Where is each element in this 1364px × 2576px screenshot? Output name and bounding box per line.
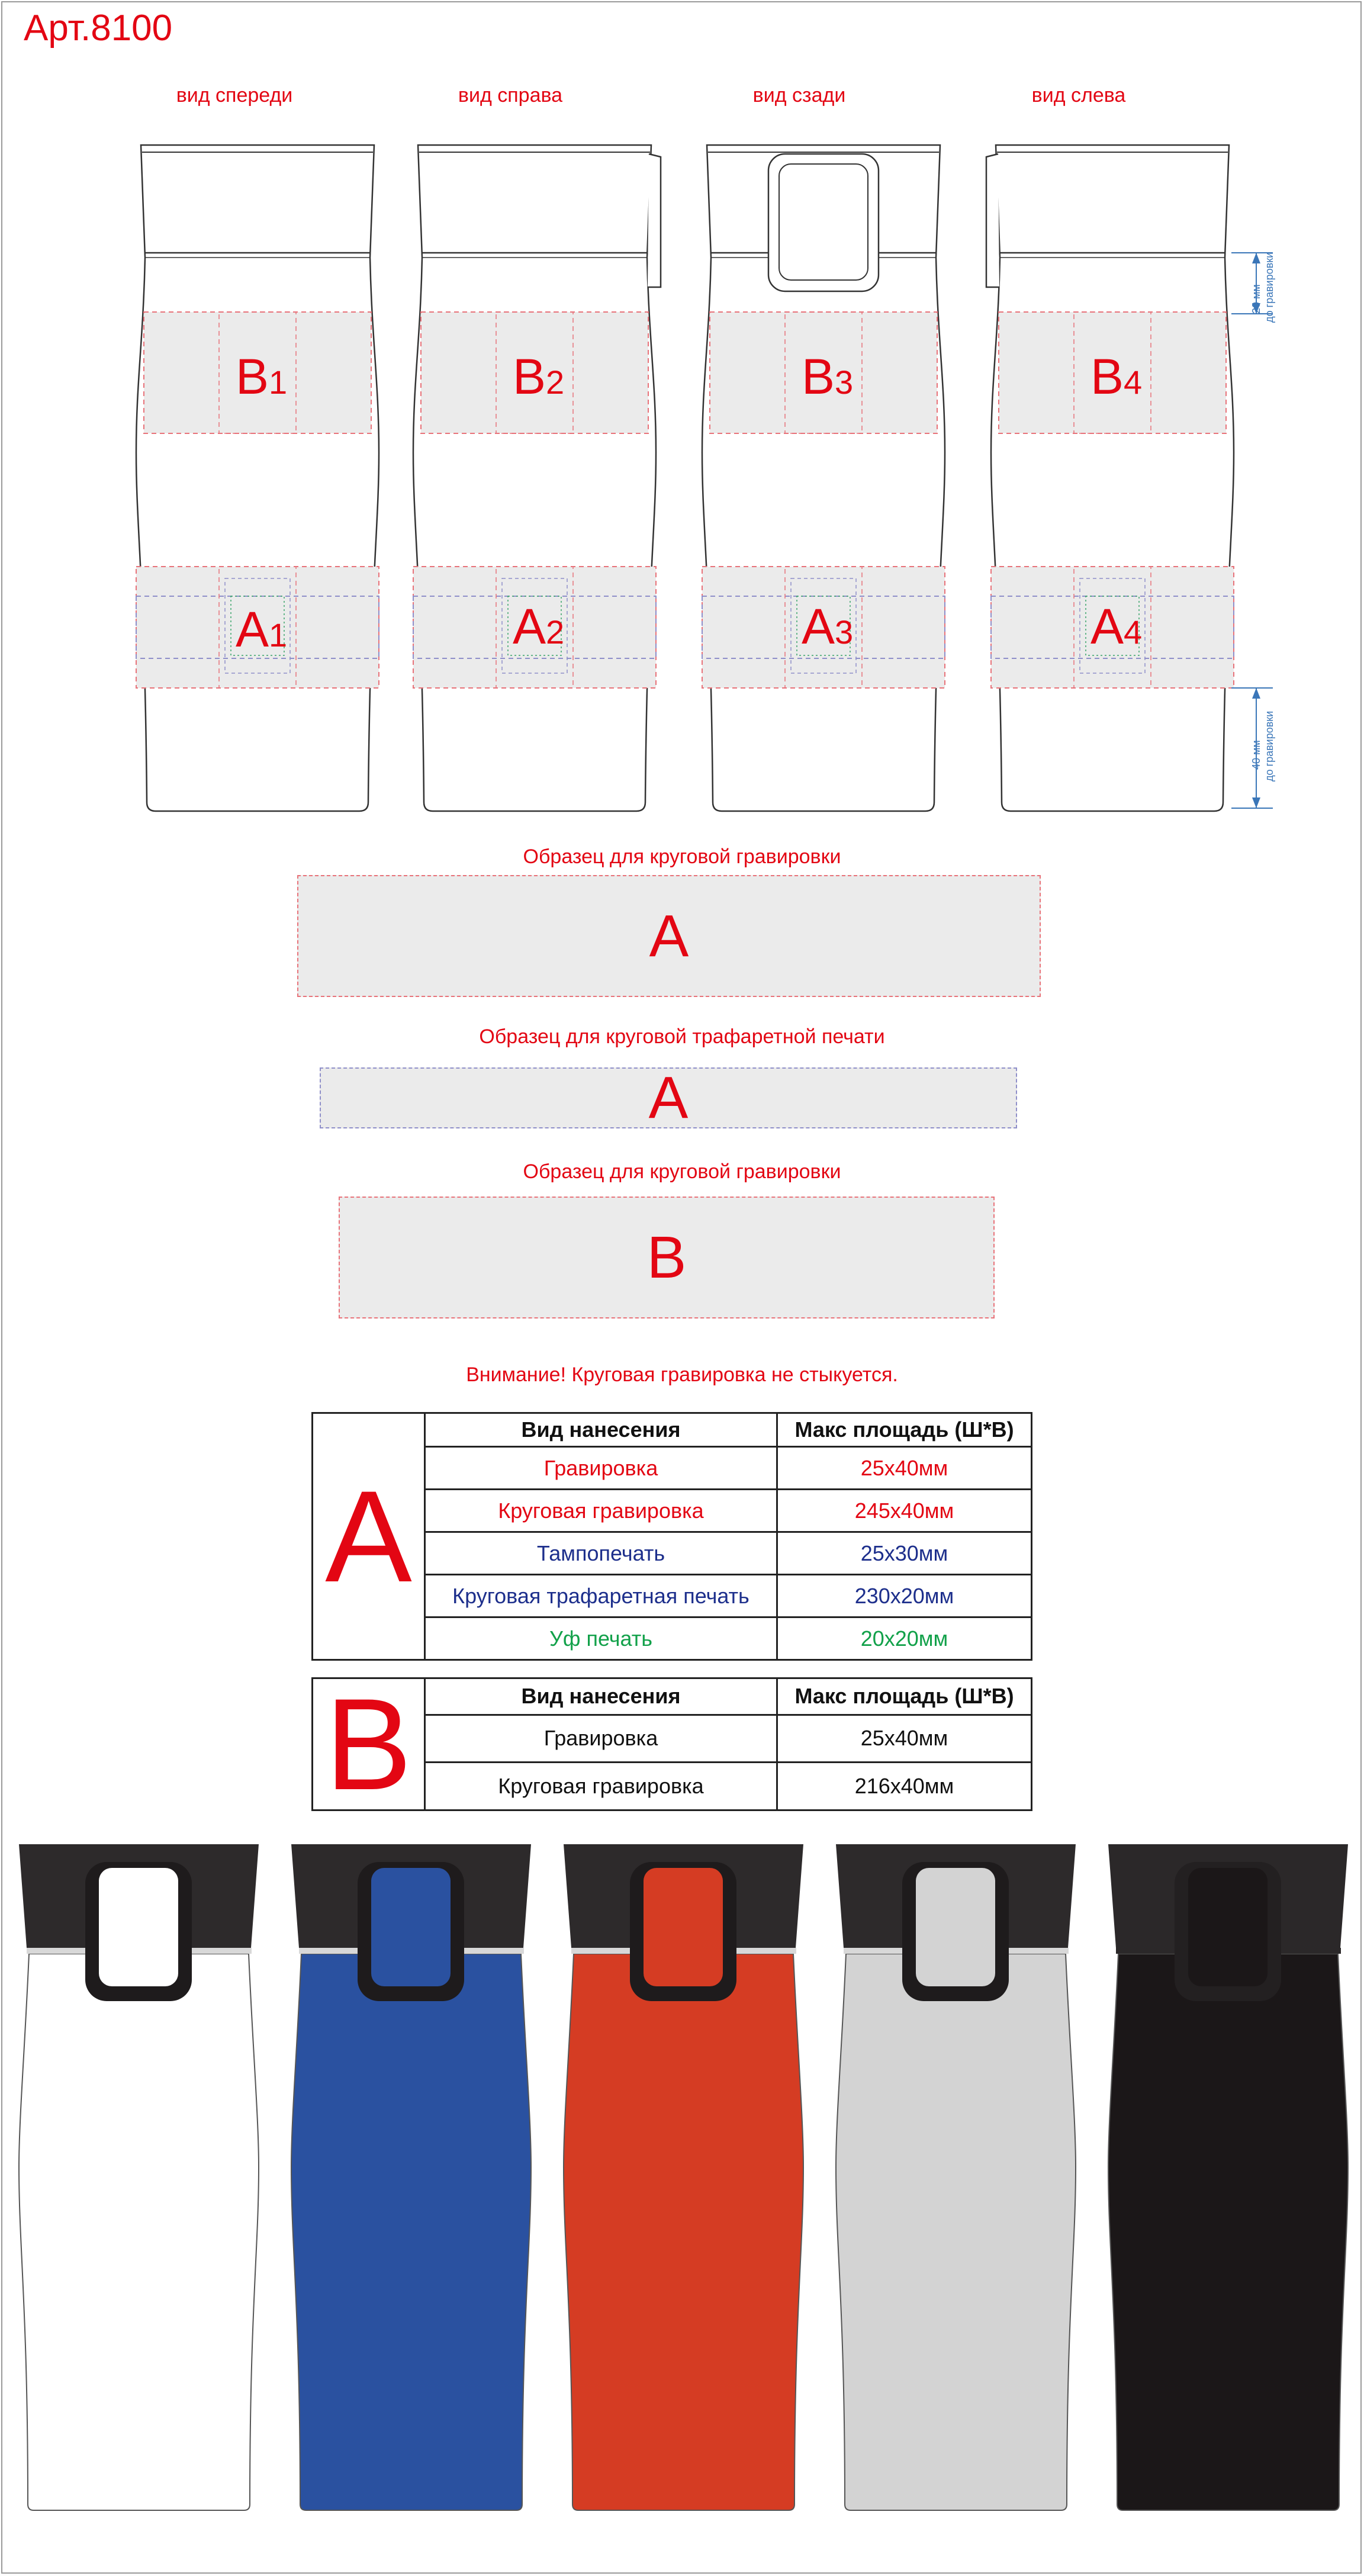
header-max-area: Макс площадь (Ш*В) <box>777 1678 1032 1715</box>
mug-view-left <box>986 145 1234 811</box>
view-label-front: вид спереди <box>176 84 293 107</box>
mug-view-back <box>702 145 945 811</box>
dimension-top <box>1231 252 1275 323</box>
spec-table-b <box>311 1671 1032 1817</box>
size-cell: 245х40мм <box>777 1490 1032 1532</box>
zone-label-b4: B4 <box>1090 349 1143 404</box>
view-label-right: вид справа <box>458 84 563 107</box>
sample-letter: B <box>646 1224 687 1291</box>
zone-label-b1: B1 <box>236 349 288 404</box>
method-cell: Гравировка <box>425 1715 777 1763</box>
zone-label-b3: B3 <box>802 349 854 404</box>
warning-text: Внимание! Круговая гравировка не стыкуется. <box>466 1363 898 1386</box>
spec-table-a <box>311 1412 1032 1661</box>
size-cell: 25х30мм <box>777 1532 1032 1575</box>
method-cell: Гравировка <box>425 1447 777 1490</box>
sample-caption-engraving-a: Образец для круговой гравировки <box>523 845 841 868</box>
size-cell: 216х40мм <box>777 1763 1032 1810</box>
mug-variant-5 <box>1108 1844 1348 2510</box>
zone-label-a3: A3 <box>802 599 854 654</box>
method-cell: Тампопечать <box>425 1532 777 1575</box>
size-cell: 25х40мм <box>777 1447 1032 1490</box>
method-cell: Круговая трафаретная печать <box>425 1575 777 1617</box>
sample-band-engraving-a <box>297 875 1041 997</box>
svg-text:20 мм: 20 мм <box>1250 284 1262 314</box>
zone-label-a2: A2 <box>513 599 565 654</box>
lid-window <box>99 1868 178 1986</box>
sample-letter: A <box>648 1065 689 1131</box>
zone-label-a1: A1 <box>236 602 288 657</box>
svg-text:до гравировки: до гравировки <box>1263 710 1275 782</box>
lid-lock-button <box>768 154 879 291</box>
view-label-left: вид слева <box>1031 84 1126 107</box>
sample-band-engraving-b <box>339 1197 995 1318</box>
lid-lock-tab <box>648 154 661 287</box>
lid-window <box>371 1868 451 1986</box>
table-b-letter: B <box>313 1678 425 1810</box>
color-variants <box>0 1835 1364 2516</box>
table-a-letter: A <box>313 1413 425 1660</box>
mug-variant-4 <box>836 1844 1076 2510</box>
mug-variant-1 <box>19 1844 259 2510</box>
method-cell: Уф печать <box>425 1617 777 1660</box>
dimension-bottom <box>1231 688 1275 808</box>
lid-lock-tab <box>986 154 999 287</box>
lid-window <box>916 1868 995 1986</box>
sample-caption-screen-print-a: Образец для круговой трафаретной печати <box>479 1025 885 1048</box>
header-method: Вид нанесения <box>425 1678 777 1715</box>
header-max-area: Макс площадь (Ш*В) <box>777 1413 1032 1447</box>
header-method: Вид нанесения <box>425 1413 777 1447</box>
size-cell: 20х20мм <box>777 1617 1032 1660</box>
size-cell: 230х20мм <box>777 1575 1032 1617</box>
sample-band-screen-print-a <box>320 1065 1017 1131</box>
view-label-back: вид сзади <box>752 84 846 107</box>
sample-letter: A <box>649 902 689 969</box>
svg-text:до гравировки: до гравировки <box>1263 252 1275 323</box>
article-title: Арт.8100 <box>24 8 173 49</box>
lid-window <box>644 1868 723 1986</box>
zone-label-a4: A4 <box>1090 599 1143 654</box>
sample-caption-engraving-b: Образец для круговой гравировки <box>523 1160 841 1183</box>
mug-views-drawing <box>0 0 1364 829</box>
mug-view-front <box>136 145 379 811</box>
size-cell: 25х40мм <box>777 1715 1032 1763</box>
lid-window <box>1188 1868 1268 1986</box>
mug-view-right <box>413 145 661 811</box>
method-cell: Круговая гравировка <box>425 1490 777 1532</box>
method-cell: Круговая гравировка <box>425 1763 777 1810</box>
mug-variant-2 <box>291 1844 531 2510</box>
mug-variant-3 <box>564 1844 803 2510</box>
svg-text:40 мм: 40 мм <box>1250 740 1262 770</box>
zone-label-b2: B2 <box>513 349 565 404</box>
